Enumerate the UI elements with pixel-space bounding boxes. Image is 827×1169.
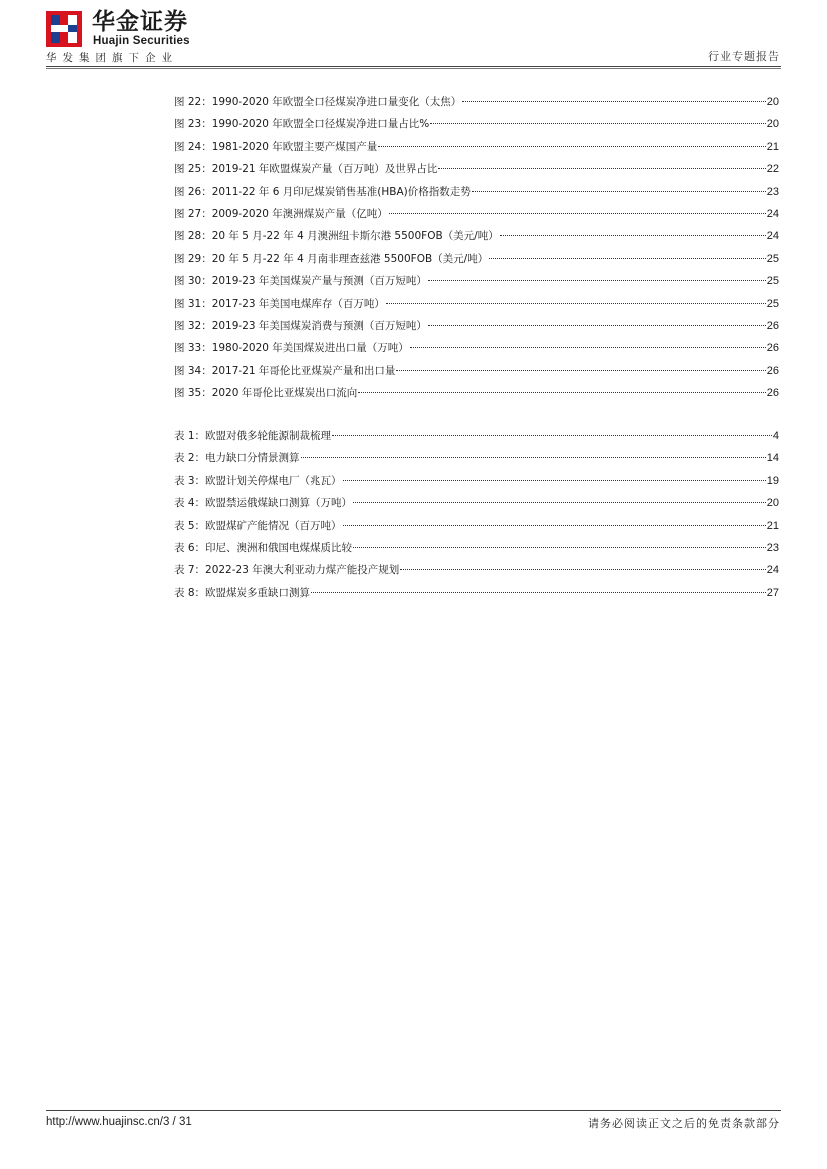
figure-entry[interactable] (174, 136, 779, 158)
table-entry-page: 4 (772, 430, 779, 442)
table-entry-page: 27 (766, 586, 779, 599)
dot-leader (353, 546, 766, 548)
figure-entry-label: 图 22：1990-2020 年欧盟全口径煤炭净进口量变化（太焦） (174, 96, 462, 108)
table-entry[interactable] (174, 559, 779, 581)
table-entry[interactable] (174, 515, 779, 537)
dot-leader (489, 257, 766, 259)
table-entry-label: 表 1：欧盟对俄多轮能源制裁梳理 (174, 430, 332, 442)
dot-leader (343, 479, 766, 481)
figure-entry-page: 26 (766, 342, 779, 355)
dot-leader (428, 279, 766, 281)
figure-entry-page: 25 (766, 275, 779, 288)
figure-entry-page: 20 (766, 96, 779, 108)
figure-entry-label: 图 24：1981-2020 年欧盟主要产煤国产量 (174, 140, 378, 153)
header-divider (46, 66, 781, 67)
table-entry-label: 表 7：2022-23 年澳大利亚动力煤产能投产规划 (174, 564, 400, 577)
table-entry-page: 23 (766, 541, 779, 554)
table-entry-label: 表 8：欧盟煤炭多重缺口测算 (174, 586, 311, 599)
dot-leader (311, 591, 766, 593)
figure-entry-page: 26 (766, 364, 779, 377)
figure-entry-label: 图 29：20 年 5 月-22 年 4 月南非理查兹港 5500FOB（美元/吨） (174, 252, 489, 265)
table-entry[interactable] (174, 537, 779, 559)
table-entry-label: 表 4：欧盟禁运俄煤缺口测算（万吨） (174, 497, 353, 510)
figure-entry-label: 图 26：2011-22 年 6 月印尼煤炭销售基准(HBA)价格指数走势 (174, 185, 471, 198)
figure-entry-page: 26 (766, 319, 779, 332)
figure-entry-page: 24 (766, 230, 779, 243)
figure-entry-label: 图 31：2017-23 年美国电煤库存（百万吨） (174, 297, 385, 310)
footer-url: http://www.huajinsc.cn/3 / 31 (46, 1116, 192, 1128)
dot-leader (430, 122, 766, 124)
dot-leader (438, 167, 765, 169)
dot-leader (386, 302, 766, 304)
figure-entry-label: 图 30：2019-23 年美国煤炭产量与预测（百万短吨） (174, 275, 427, 288)
table-entry-label: 表 5：欧盟煤矿产能情况（百万吨） (174, 519, 342, 532)
figure-entry-page: 25 (766, 252, 779, 265)
figure-list (174, 91, 779, 404)
figure-entry-label: 图 25：2019-21 年欧盟煤炭产量（百万吨）及世界占比 (174, 163, 438, 176)
dot-leader (389, 212, 766, 214)
figure-entry-page: 23 (766, 185, 779, 198)
report-type: 行业专题报告 (708, 50, 780, 63)
dot-leader (400, 568, 766, 570)
table-entry[interactable] (174, 492, 779, 514)
dot-leader (343, 524, 766, 526)
figure-entry-page: 25 (766, 297, 779, 310)
figure-entry[interactable] (174, 225, 779, 247)
figure-entry[interactable] (174, 293, 779, 315)
figure-entry-page: 26 (766, 387, 779, 400)
table-entry-page: 24 (766, 564, 779, 577)
dot-leader (472, 190, 766, 192)
table-entry[interactable] (174, 470, 779, 492)
table-entry[interactable] (174, 425, 779, 447)
figure-entry[interactable] (174, 203, 779, 225)
table-list (174, 425, 779, 604)
dot-leader (378, 145, 765, 147)
figure-entry-label: 图 32：2019-23 年美国煤炭消费与预测（百万短吨） (174, 319, 427, 332)
figure-entry[interactable] (174, 248, 779, 270)
figure-entry[interactable] (174, 360, 779, 382)
table-entry-page: 20 (766, 497, 779, 510)
figure-entry[interactable] (174, 113, 779, 135)
dot-leader (301, 456, 766, 458)
dot-leader (396, 369, 765, 371)
huajin-logo-icon (46, 11, 82, 47)
dot-leader (353, 501, 766, 503)
figure-entry[interactable] (174, 315, 779, 337)
brand-name-en: Huajin Securities (93, 35, 190, 47)
table-entry-page: 21 (766, 519, 779, 532)
figure-entry[interactable] (174, 158, 779, 180)
figure-entry-page: 21 (766, 140, 779, 153)
dot-leader (500, 234, 766, 236)
table-entry-page: 19 (766, 474, 779, 487)
table-entry[interactable] (174, 447, 779, 469)
brand-tagline: 华发集团旗下企业 (46, 52, 178, 64)
figure-entry-label: 图 34：2017-21 年哥伦比亚煤炭产量和出口量 (174, 364, 396, 377)
figure-entry-page: 20 (766, 118, 779, 131)
figure-entry-label: 图 35：2020 年哥伦比亚煤炭出口流向 (174, 387, 358, 400)
header-divider-secondary (46, 68, 781, 69)
table-entry-page: 14 (766, 452, 779, 465)
disclaimer-note: 请务必阅读正文之后的免责条款部分 (588, 1117, 780, 1130)
figure-entry[interactable] (174, 270, 779, 292)
brand-name-cn: 华金证券 (92, 9, 188, 35)
figure-entry[interactable] (174, 382, 779, 404)
figure-entry[interactable] (174, 181, 779, 203)
figure-entry-page: 22 (766, 163, 779, 176)
footer-divider (46, 1110, 781, 1111)
figure-entry-label: 图 28：20 年 5 月-22 年 4 月澳洲纽卡斯尔港 5500FOB（美元/吨） (174, 230, 499, 243)
figure-entry[interactable] (174, 91, 779, 113)
dot-leader (428, 324, 766, 326)
table-entry-label: 表 2：电力缺口分情景测算 (174, 452, 300, 465)
dot-leader (462, 100, 765, 102)
figure-entry-label: 图 23：1990-2020 年欧盟全口径煤炭净进口量占比% (174, 118, 430, 131)
figure-entry-page: 24 (766, 207, 779, 220)
dot-leader (332, 434, 772, 436)
table-entry[interactable] (174, 582, 779, 604)
table-entry-label: 表 6：印尼、澳洲和俄国电煤煤质比较 (174, 541, 353, 554)
figure-entry-label: 图 27：2009-2020 年澳洲煤炭产量（亿吨） (174, 207, 388, 220)
dot-leader (358, 391, 765, 393)
figure-entry-label: 图 33：1980-2020 年美国煤炭进出口量（万吨） (174, 342, 409, 355)
table-entry-label: 表 3：欧盟计划关停煤电厂（兆瓦） (174, 474, 342, 487)
dot-leader (410, 346, 766, 348)
figure-entry[interactable] (174, 337, 779, 359)
